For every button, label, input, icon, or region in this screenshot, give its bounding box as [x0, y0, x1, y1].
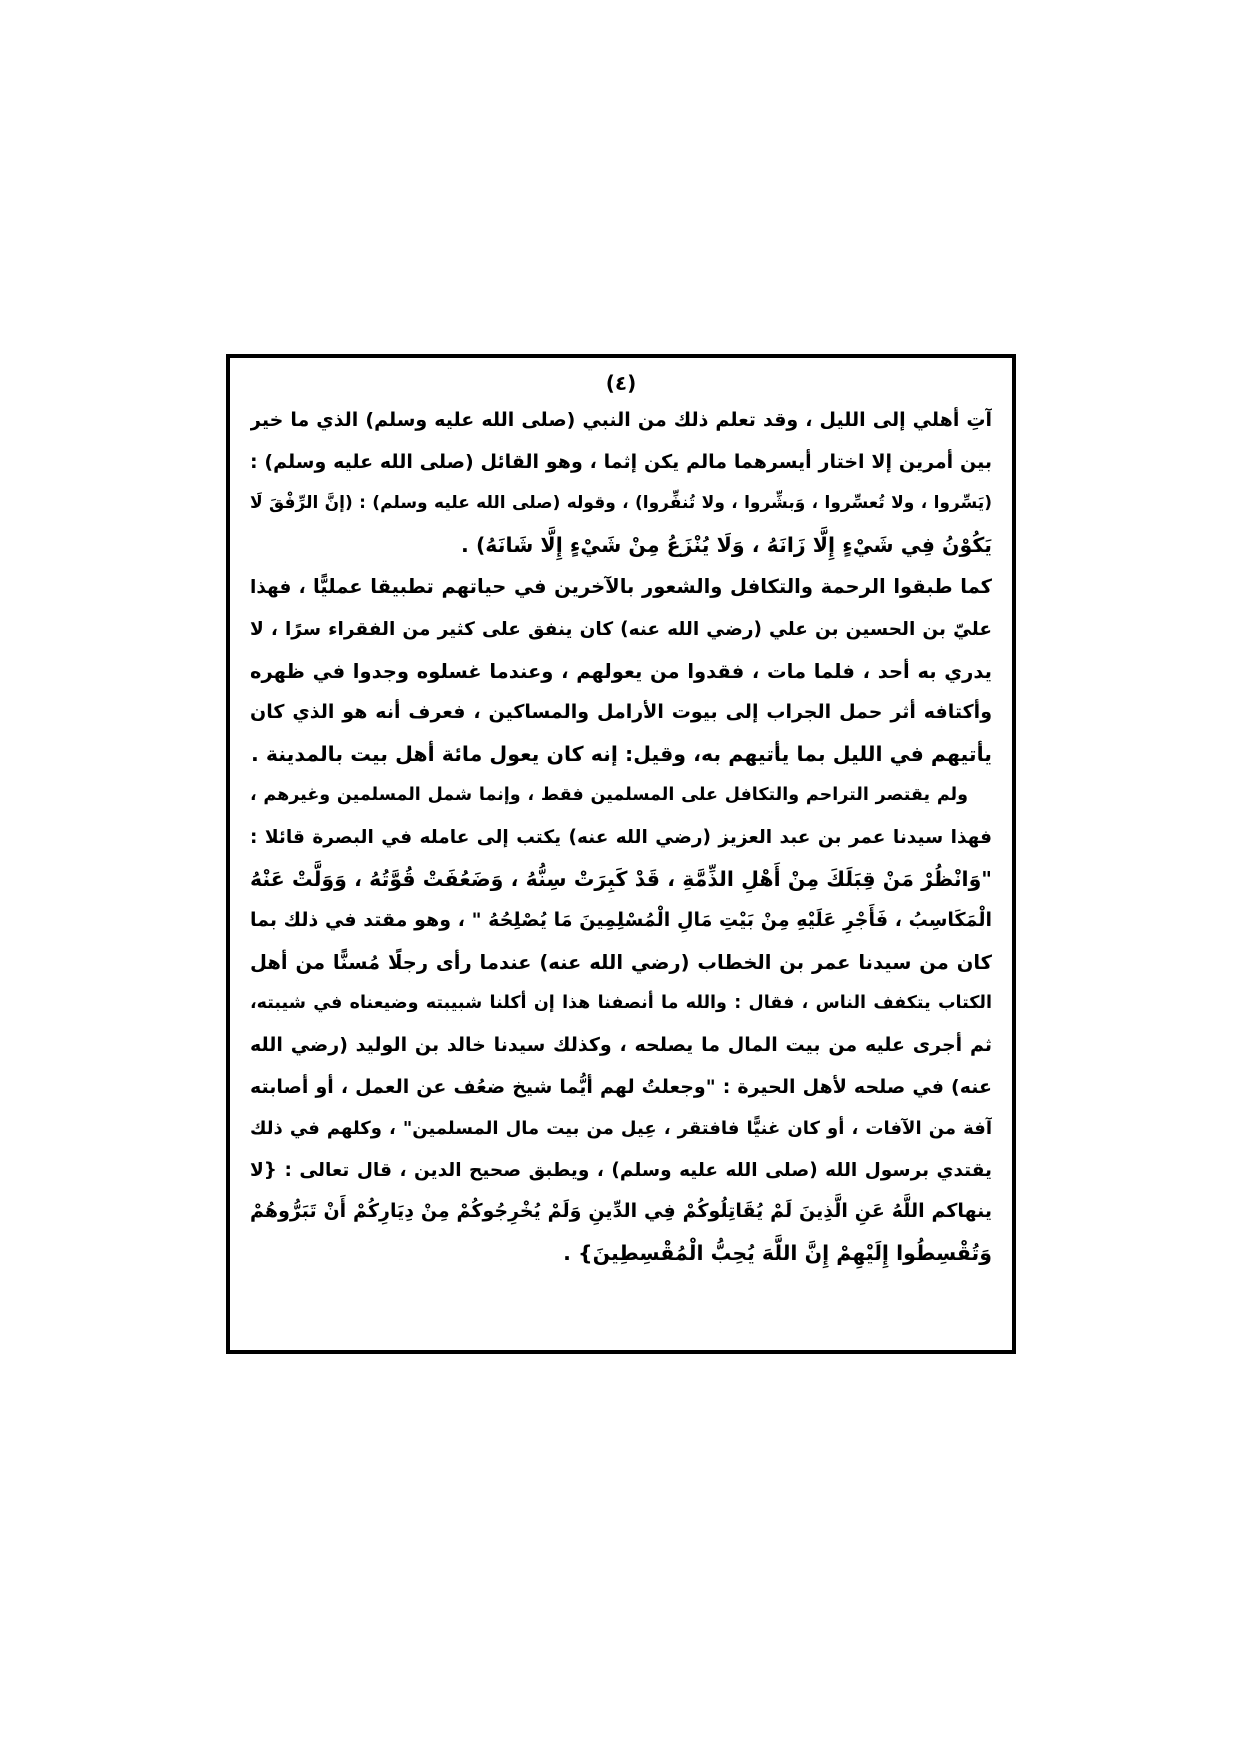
text-line: بين أمرين إلا اختار أيسرهما مالم يكن إثما ، وهو القائل (صلى الله عليه وسلم) :	[250, 450, 992, 473]
page-number: (٤)	[605, 371, 637, 395]
text-line: يدري به أحد ، فلما مات ، فقدوا من يعولهم ، وعندما غسلوه وجدوا في ظهره	[250, 659, 992, 683]
text-line: وأكتافه أثر حمل الجراب إلى بيوت الأرامل والمساكين ، فعرف أنه هو الذي كان	[250, 701, 992, 724]
text-line-rest: ، فهذا	[250, 577, 313, 599]
page-border-frame	[226, 354, 1016, 1354]
text-line: عليّ بن الحسين بن علي (رضي الله عنه) كان ينفق على كثير من الفقراء سرًا ، لا	[250, 618, 992, 640]
text-line-with-heading	[250, 566, 992, 609]
text-line: الْمَكَاسِبُ ، فَأَجْرِ عَلَيْهِ مِنْ بَيْتِ مَالِ الْمُسْلِمِينَ مَا يُصْلِحُهُ " ، وهو مقتد في ذلك بما	[250, 909, 992, 932]
text-line: كان من سيدنا عمر بن الخطاب (رضي الله عنه) عندما رأى رجلًا مُسنًّا من أهل	[250, 950, 992, 974]
text-line: يقتدي برسول الله (صلى الله عليه وسلم) ، ويطبق صحيح الدين ، قال تعالى : {لا	[250, 1159, 992, 1181]
text-line: يأتيهم في الليل بما يأتيهم به، وقيل: إنه كان يعول مائة أهل بيت بالمدينة .	[250, 741, 992, 766]
text-line: الكتاب يتكفف الناس ، فقال : والله ما أنصفنا هذا إن أكلنا شبيبته وضيعناه في شيبته،	[250, 993, 992, 1014]
section-heading: كما طبقوا الرحمة والتكافل والشعور بالآخرين في حياتهم تطبيقا عمليًّا	[312, 575, 992, 599]
text-line: ينهاكم اللَّهُ عَنِ الَّذِينَ لَمْ يُقَاتِلُوكُمْ فِي الدِّينِ وَلَمْ يُخْرِجُوكُمْ مِنْ دِيَارِكُمْ أَنْ تَبَرُّوهُمْ	[250, 1200, 992, 1223]
text-line: يَكُوْنُ فِي شَيْءٍ إِلَّا زَانَهُ ، وَلَا يُنْزَعُ مِنْ شَيْءٍ إِلَّا شَانَهُ) .	[461, 532, 992, 557]
text-line: "وَانْظُرْ مَنْ قِبَلَكَ مِنْ أَهْلِ الذِّمَّةِ ، قَدْ كَبِرَتْ سِنُّهُ ، وَضَعُفَتْ قُوَّتُهُ ، وَوَلَّتْ عَنْهُ	[250, 866, 992, 891]
body-text	[250, 400, 992, 1274]
text-line: آفة من الآفات ، أو كان غنيًّا فافتقر ، عِيل من بيت مال المسلمين" ، وكلهم في ذلك	[250, 1118, 992, 1140]
text-line: وَتُقْسِطُوا إِلَيْهِمْ إِنَّ اللَّهَ يُحِبُّ الْمُقْسِطِينَ} .	[563, 1240, 992, 1265]
text-line: ولم يقتصر التراحم والتكافل على المسلمين فقط ، وإنما شمل المسلمين وغيرهم ،	[250, 785, 968, 806]
text-line: فهذا سيدنا عمر بن عبد العزيز (رضي الله عنه) يكتب إلى عامله في البصرة قائلا :	[250, 826, 992, 848]
text-line: عنه) في صلحه لأهل الحيرة : "وجعلتُ لهم أيُّما شيخ ضعُف عن العمل ، أو أصابته	[250, 1075, 992, 1098]
text-line: آتِ أهلي إلى الليل ، وقد تعلم ذلك من النبي (صلى الله عليه وسلم) الذي ما خير	[250, 409, 992, 431]
text-line: (يَسِّروا ، ولا تُعسِّروا ، وَبشِّروا ، ولا تُنفِّروا) ، وقوله (صلى الله عليه وسلم) : (إنَّ الرِّفْقَ لَا	[250, 493, 992, 514]
text-line: ثم أجرى عليه من بيت المال ما يصلحه ، وكذلك سيدنا خالد بن الوليد (رضي الله	[250, 1033, 992, 1056]
